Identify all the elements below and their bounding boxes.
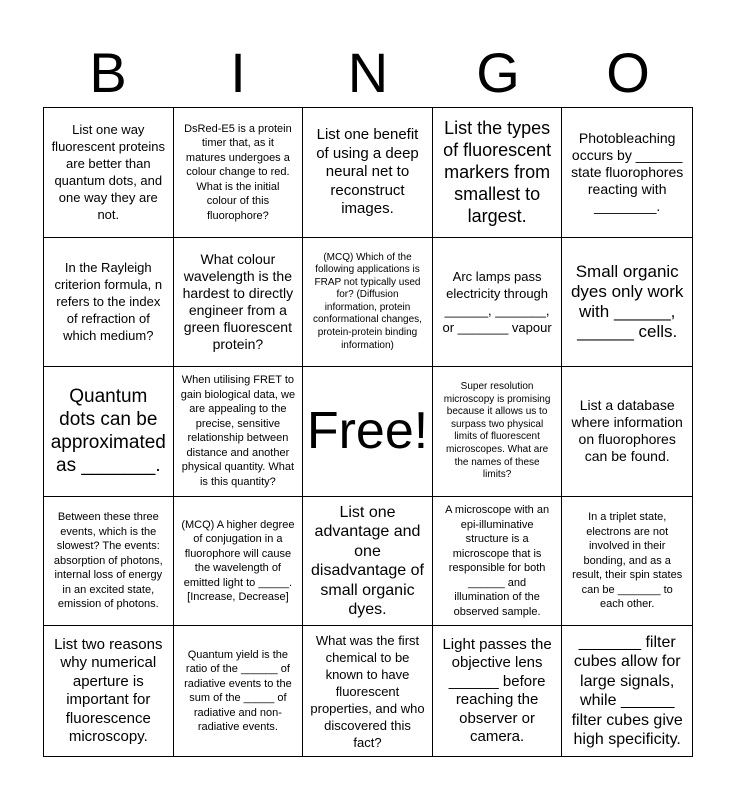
cell-text: When utilising FRET to gain biological data, we are appealing to the precise, sensitive relationship between distance and another physical quantity. What is this quantity? bbox=[180, 374, 296, 488]
cell-text: (MCQ) Which of the following applications is FRAP not typically used for? (Diffusion information, protein conformational changes, protein-protein binding information) bbox=[313, 251, 422, 351]
bingo-cell bbox=[303, 626, 433, 756]
cell-text: Photobleaching occurs by ______ state fluorophores reacting with ________. bbox=[571, 129, 684, 214]
bingo-cell bbox=[174, 626, 304, 756]
cell-text: A microscope with an epi-illuminative structure is a microscope that is responsible for both ______ and illumination of the observed sample. bbox=[445, 504, 550, 618]
header-letter-n: N bbox=[347, 41, 389, 104]
cell-text: List a database where information on fluorophores can be found. bbox=[571, 397, 683, 465]
cell-text: (MCQ) A higher degree of conjugation in a fluorophore will cause the wavelength of emitted light to _____. [Increase, Decrease] bbox=[181, 518, 295, 604]
bingo-cell bbox=[433, 626, 563, 756]
cell-text: What was the first chemical to be known to have fluorescent properties, and who discovered this fact? bbox=[310, 632, 425, 750]
header-letter-g: G bbox=[476, 41, 520, 104]
cell-text: Light passes the objective lens ______ before reaching the observer or camera. bbox=[442, 635, 552, 746]
cell-text: Small organic dyes only work with ______, ______ cells. bbox=[570, 261, 684, 341]
cell-text: List one way fluorescent proteins are better than quantum dots, and one way they are not. bbox=[51, 122, 166, 223]
bingo-cell bbox=[174, 497, 304, 627]
bingo-cell bbox=[562, 108, 692, 238]
bingo-cell bbox=[562, 626, 692, 756]
cell-text: DsRed-E5 is a protein timer that, as it matures undergoes a colour change to red. What is the initial colour of this fluorophore? bbox=[184, 122, 292, 222]
bingo-board bbox=[43, 107, 693, 757]
bingo-cell bbox=[562, 497, 692, 627]
bingo-cell bbox=[433, 367, 563, 497]
bingo-cell bbox=[562, 367, 692, 497]
cell-text: Quantum yield is the ratio of the ______ of radiative events to the sum of the _____ of radiative and non-radiative events. bbox=[184, 648, 292, 734]
free-space bbox=[303, 367, 433, 497]
cell-text: List one advantage and one disadvantage of small organic dyes. bbox=[311, 503, 424, 619]
bingo-cell bbox=[303, 497, 433, 627]
header-letter-b: B bbox=[89, 41, 127, 104]
bingo-cell bbox=[303, 108, 433, 238]
cell-text: List one benefit of using a deep neural net to reconstruct images. bbox=[316, 126, 419, 218]
bingo-cell bbox=[433, 238, 563, 368]
bingo-cell bbox=[433, 497, 563, 627]
bingo-cell bbox=[562, 238, 692, 368]
header-letter-i: I bbox=[230, 41, 246, 104]
cell-text: _______ filter cubes allow for large signals, while ______ filter cubes give high specificity. bbox=[571, 633, 683, 749]
cell-text: What colour wavelength is the hardest to directly engineer from a green fluorescent protein? bbox=[182, 250, 294, 352]
bingo-cell bbox=[44, 367, 174, 497]
bingo-cell bbox=[174, 238, 304, 368]
cell-text: List two reasons why numerical aperture is important for fluorescence microscopy. bbox=[54, 635, 163, 746]
bingo-cell bbox=[174, 108, 304, 238]
bingo-cell bbox=[433, 108, 563, 238]
cell-text: Quantum dots can be approximated as _______. bbox=[50, 386, 166, 477]
cell-text: In a triplet state, electrons are not involved in their bonding, and as a result, their spin states can be _______ to each other. bbox=[572, 511, 683, 611]
bingo-cell bbox=[44, 497, 174, 627]
cell-text: Between these three events, which is the slowest? The events: absorption of photons, internal loss of energy in an excited state, emission of photons. bbox=[53, 511, 163, 611]
bingo-cell bbox=[44, 238, 174, 368]
bingo-header bbox=[43, 40, 693, 106]
bingo-cell bbox=[44, 626, 174, 756]
cell-text: In the Rayleigh criterion formula, n refers to the index of refraction of which medium? bbox=[54, 260, 163, 344]
bingo-cell bbox=[174, 367, 304, 497]
free-space-text: Free! bbox=[306, 402, 429, 461]
bingo-cell bbox=[303, 238, 433, 368]
cell-text: List the types of fluorescent markers from smallest to largest. bbox=[443, 118, 552, 227]
cell-text: Arc lamps pass electricity through ______, _______, or _______ vapour bbox=[442, 268, 552, 335]
header-letter-o: O bbox=[606, 41, 650, 104]
bingo-cell bbox=[44, 108, 174, 238]
cell-text: Super resolution microscopy is promising because it allows us to surpass two physical limits of fluorescent microscopes. What are the names of these limits? bbox=[443, 381, 551, 481]
